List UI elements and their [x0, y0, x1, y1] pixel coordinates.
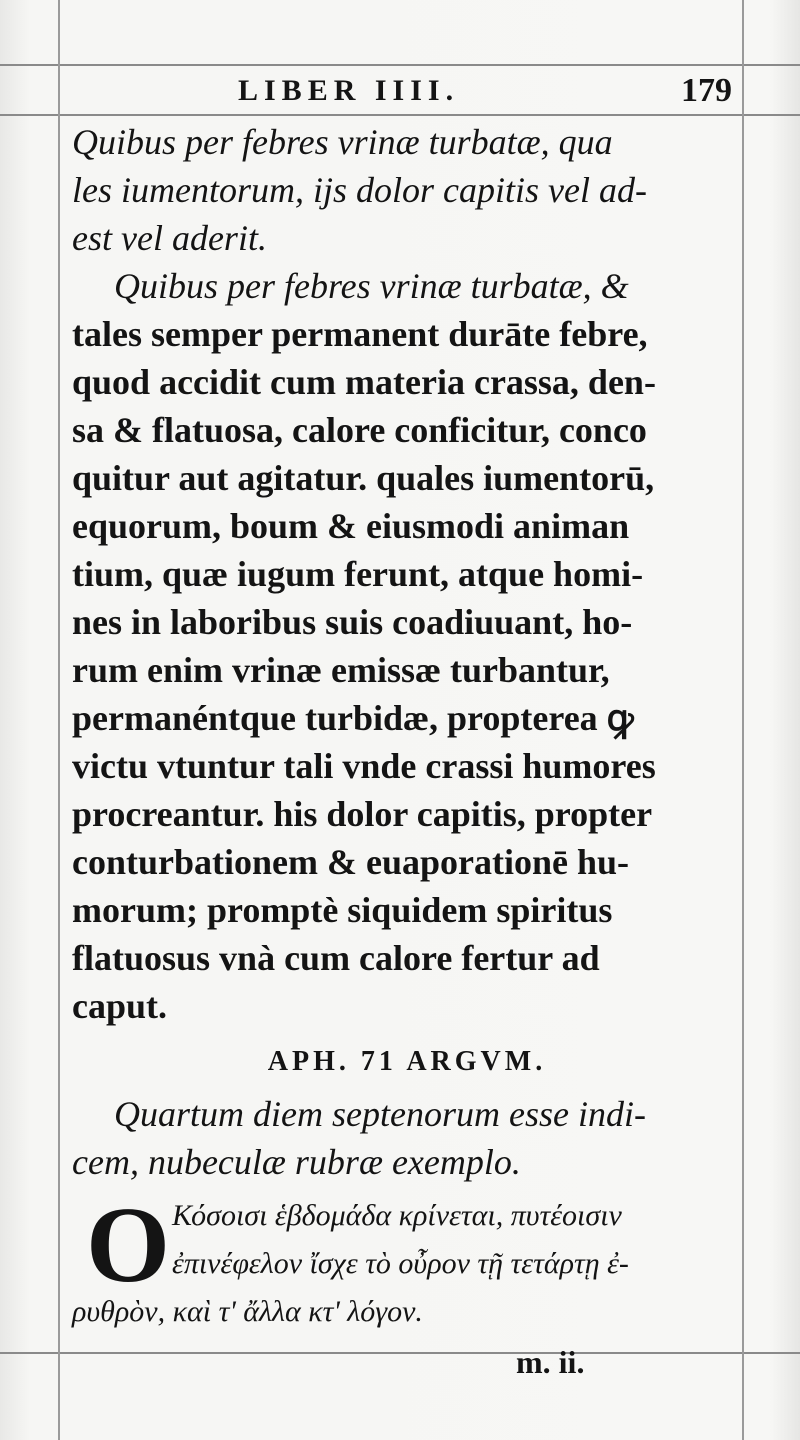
bottom-rule: [0, 1352, 800, 1354]
running-header: [0, 72, 800, 112]
text-line: les iumentorum, ijs dolor capitis vel ad-: [72, 170, 647, 210]
argument-line: Quartum diem septenorum esse indi-: [114, 1094, 646, 1134]
greek-text-block: [72, 1186, 742, 1336]
greek-line: ἐπινέφελον ἴσχε τὸ οὖρον τῇ τετάρτῃ ἐ-: [172, 1247, 629, 1280]
text-line: flatuosus vnà cum calore fertur ad: [72, 938, 600, 978]
signature-mark: m. ii.: [516, 1344, 585, 1380]
text-line: nes in laboribus suis coadiuuant, ho-: [72, 602, 633, 642]
text-line: rum enim vrinæ emissæ turbantur,: [72, 650, 610, 690]
text-line: permanéntque turbidæ, propterea ꝙ: [72, 698, 634, 738]
argument-line: cem, nubeculæ rubræ exemplo.: [72, 1142, 521, 1182]
left-margin-rule: [58, 0, 60, 1440]
right-margin-rule: [742, 0, 744, 1440]
page-number: 179: [681, 72, 732, 109]
text-line: tium, quæ iugum ferunt, atque homi-: [72, 554, 644, 594]
text-line: Quibus per febres vrinæ turbatæ, qua: [72, 122, 613, 162]
greek-line: ρυθρὸν, καὶ τ' ἄλλα κτ' λόγον.: [72, 1295, 423, 1328]
section-heading: APH. 71 ARGVM.: [267, 1046, 547, 1077]
text-line: tales semper permanent durāte febre,: [72, 314, 648, 354]
running-title: LIBER IIII.: [238, 74, 460, 107]
top-rule: [0, 64, 800, 66]
text-line: procreantur. his dolor capitis, propter: [72, 794, 653, 834]
header-rule: [0, 114, 800, 116]
text-line: quitur aut agitatur. quales iumentorū,: [72, 458, 655, 498]
greek-line: Κόσοισι ἑβδομάδα κρίνεται, πυτέοισιν: [172, 1199, 622, 1232]
text-line: equorum, boum & eiusmodi animan: [72, 506, 630, 546]
text-line: caput.: [72, 986, 168, 1026]
text-block: [72, 118, 742, 1336]
text-line: sa & flatuosa, calore conficitur, conco: [72, 410, 647, 450]
text-line: victu vtuntur tali vnde crassi humores: [72, 746, 656, 786]
text-line: quod accidit cum materia crassa, den-: [72, 362, 656, 402]
text-line: morum; promptè siquidem spiritus: [72, 890, 613, 930]
drop-cap: O: [86, 1186, 171, 1305]
text-line: conturbationem & euaporationē hu-: [72, 842, 629, 882]
text-line: Quibus per febres vrinæ turbatæ, &: [114, 266, 629, 306]
text-line: est vel aderit.: [72, 218, 267, 258]
